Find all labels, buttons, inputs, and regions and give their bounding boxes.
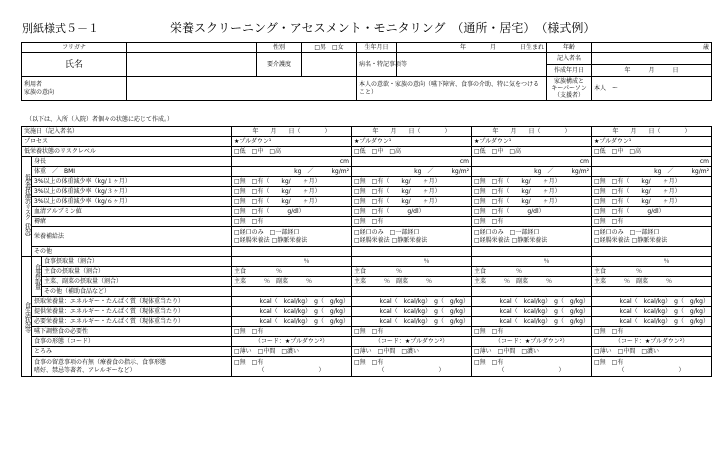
other-cell[interactable] [592,247,712,257]
date-written-label: 作成年月日 [547,65,592,77]
dietary-notes-detail[interactable]: （ ） [258,366,325,374]
weight-loss-cell[interactable]: □無 □有（ kg/ ヶ月） [592,177,712,187]
user-family-label [22,77,127,101]
energy-cell[interactable]: kcal（ kcal/kg） g（ g/kg） [232,297,352,307]
writer-label: 記入者名 [547,53,592,65]
sex-label: 性別 [257,43,302,53]
dietary-notes-cell[interactable] [232,357,352,377]
name-label: 氏名 [22,53,127,77]
disease-label: 病名・特記事項等 [357,53,397,77]
key-person-field[interactable]: 本人 ー [592,77,712,101]
risk-label: 低栄養状態のリスクレベル [22,147,232,157]
intake-cell[interactable]: ％ [352,257,472,267]
date-cell[interactable]: 年 月 日（ ） [472,127,592,137]
care-level-label: 要介護度 [257,53,302,77]
process-label: プロセス [22,137,232,147]
dietary-notes-detail[interactable]: （ ） [618,366,685,374]
dob-value[interactable]: 年 月 日生まれ [397,43,547,53]
food-form-label: 食事の形態（コード） [32,337,232,347]
weight-label: 体重 ／ BMI [32,167,232,177]
dietary-notes-check[interactable]: □無 □有 [594,358,624,366]
dietary-notes-check[interactable]: □無 □有 [354,358,384,366]
intake-section-label: 食事摂取量 [32,257,42,297]
side-dish-cell[interactable]: 主菜 ％ 副菜 ％ [592,277,712,287]
supplement-cell[interactable] [352,287,472,297]
weight-cell[interactable]: kg ／ kg/m² [232,167,352,177]
albumin-cell[interactable]: □無 □有（ g/dl） [592,207,712,217]
nutrition-tube[interactable]: □経腸栄養法 □静脈栄養法 [474,236,548,244]
nutrition-method-label: 栄養補給法 [32,227,232,247]
risk-cell[interactable]: □低 □中 □高 [232,147,352,157]
nutrition-method-cell[interactable] [352,227,472,247]
dysphagia-cell[interactable]: □無 □有 [592,327,712,337]
intake-label: 食事摂取量（割合） [42,257,232,267]
height-label: 身長 [32,157,232,167]
weight-loss-cell[interactable]: □無 □有（ kg/ ヶ月） [472,187,592,197]
nutrition-oral[interactable]: □経口のみ □一部経口 [594,228,660,236]
side-dish-cell[interactable]: 主菜 ％ 副菜 ％ [352,277,472,287]
key-person-label: 家族構成と キーパーソン （支援者） [547,77,592,101]
diet-section-label: 食生活状況等 [22,257,32,377]
supplement-cell[interactable] [232,287,352,297]
staple-cell[interactable]: 主食 ％ [472,267,592,277]
energy-cell[interactable]: kcal（ kcal/kg） g（ g/kg） [472,317,592,327]
dysphagia-cell[interactable]: □無 □有 [352,327,472,337]
family-label: 家族の意向 [24,88,55,96]
furigana-field[interactable] [127,43,257,53]
energy-cell[interactable]: kcal（ kcal/kg） g（ g/kg） [352,307,472,317]
weight-loss-cell[interactable]: □無 □有（ kg/ ヶ月） [592,197,712,207]
user-family-field[interactable] [127,77,357,101]
page-title: 栄養スクリーニング・アセスメント・モニタリング （通所・居宅） （様式例） [170,21,596,35]
weight-loss-1m-label: 3%以上の体重減少率（kg/１ヶ月） [32,177,232,187]
height-cell[interactable]: cm [232,157,352,167]
nutrition-method-cell[interactable] [472,227,592,247]
energy-cell[interactable]: kcal（ kcal/kg） g（ g/kg） [592,307,712,317]
height-cell[interactable]: cm [592,157,712,167]
side-dish-cell[interactable]: 主菜 ％ 副菜 ％ [472,277,592,287]
energy-intake-label: 摂取栄養量：エネルギー・たんぱく質（現体重当たり） [32,297,232,307]
staple-cell[interactable]: 主食 ％ [592,267,712,277]
writer-field[interactable] [592,53,712,65]
weight-loss-cell[interactable]: □無 □有（ kg/ ヶ月） [352,177,472,187]
nutrition-tube[interactable]: □経腸栄養法 □静脈栄養法 [234,236,308,244]
pressure-sore-cell[interactable]: □無 □有 [232,217,352,227]
process-cell[interactable]: ★プルダウン¹ [472,137,592,147]
intake-cell[interactable]: ％ [592,257,712,267]
dietary-notes-label [32,357,232,377]
other-cell[interactable] [472,247,592,257]
energy-cell[interactable]: kcal（ kcal/kg） g（ g/kg） [232,307,352,317]
other-label: その他 [32,247,232,257]
weight-cell[interactable]: kg ／ kg/m² [472,167,592,177]
albumin-cell[interactable]: □無 □有（ g/dl） [472,207,592,217]
pressure-sore-cell[interactable]: □無 □有 [592,217,712,227]
other-cell[interactable] [352,247,472,257]
nutrition-tube[interactable]: □経腸栄養法 □静脈栄養法 [594,236,668,244]
weight-cell[interactable]: kg ／ kg/m² [352,167,472,177]
dietary-notes-detail[interactable]: （ ） [498,366,565,374]
height-cell[interactable]: cm [352,157,472,167]
pressure-sore-cell[interactable]: □無 □有 [352,217,472,227]
intake-cell[interactable]: ％ [232,257,352,267]
dob-label: 生年月日 [357,43,397,53]
date-written-value[interactable]: 年 月 日 [592,65,712,77]
weight-loss-cell[interactable]: □無 □有（ kg/ ヶ月） [232,187,352,197]
user-label: 利用者 [24,80,43,88]
risk-cell[interactable]: □低 □中 □高 [352,147,472,157]
process-cell[interactable]: ★プルダウン¹ [592,137,712,147]
header [0,0,716,34]
sex-options[interactable]: □男 □女 [302,43,357,53]
staple-cell[interactable]: 主食 ％ [232,267,352,277]
dysphagia-cell[interactable]: □無 □有 [472,327,592,337]
thickness-cell[interactable]: □薄い □中間 □濃い [352,347,472,357]
nutrition-method-cell[interactable] [592,227,712,247]
intake-cell[interactable]: ％ [472,257,592,267]
weight-loss-cell[interactable]: □無 □有（ kg/ ヶ月） [232,197,352,207]
nutrition-oral[interactable]: □経口のみ □一部経口 [354,228,420,236]
weight-loss-3m-label: 3%以上の体重減少率（kg/３ヶ月） [32,187,232,197]
weight-loss-cell[interactable]: □無 □有（ kg/ ヶ月） [472,177,592,187]
side-dish-cell[interactable]: 主菜 ％ 副菜 ％ [232,277,352,287]
staple-cell[interactable]: 主食 ％ [352,267,472,277]
risk-section-label: 低栄養状態のリスク（状況） [22,157,32,257]
energy-cell[interactable]: kcal（ kcal/kg） g（ g/kg） [472,307,592,317]
supplement-label: その他（補助食品など） [42,287,232,297]
dietary-notes-cell[interactable] [592,357,712,377]
weight-loss-cell[interactable]: □無 □有（ kg/ ヶ月） [352,187,472,197]
energy-required-label: 必要栄養量：エネルギー・たんぱく質（現体重当たり） [32,317,232,327]
pressure-sore-label: 褥瘡 [32,217,232,227]
energy-cell[interactable]: kcal（ kcal/kg） g（ g/kg） [592,297,712,307]
staple-label: 主食の摂取量（割合） [42,267,232,277]
risk-cell[interactable]: □低 □中 □高 [472,147,592,157]
weight-loss-cell[interactable]: □無 □有（ kg/ ヶ月） [592,187,712,197]
weight-loss-6m-label: 3%以上の体重減少率（kg/６ヶ月） [32,197,232,207]
dietary-notes-line2: 嗜好、禁忌等著者、アレルギーなど） [34,366,136,374]
name-field[interactable] [127,53,257,77]
dysphagia-cell[interactable]: □無 □有 [232,327,352,337]
albumin-cell[interactable]: □無 □有（ g/dl） [352,207,472,217]
weight-cell[interactable]: kg ／ kg/m² [592,167,712,177]
nutrition-oral[interactable]: □経口のみ □一部経口 [474,228,540,236]
date-cell[interactable]: 年 月 日（ ） [232,127,352,137]
date-cell[interactable]: 年 月 日（ ） [352,127,472,137]
side-dish-label: 主菜、副菜の摂取量（割合） [42,277,232,287]
assessment-table [21,126,712,377]
dietary-notes-cell[interactable] [352,357,472,377]
energy-cell[interactable]: kcal（ kcal/kg） g（ g/kg） [352,317,472,327]
risk-cell[interactable]: □低 □中 □高 [592,147,712,157]
other-cell[interactable] [232,247,352,257]
nutrition-tube[interactable]: □経腸栄養法 □静脈栄養法 [354,236,428,244]
weight-loss-cell[interactable]: □無 □有（ kg/ ヶ月） [472,197,592,207]
dietary-notes-check[interactable]: □無 □有 [234,358,264,366]
age-label: 年齢 [547,43,592,53]
thickness-cell[interactable]: □薄い □中間 □濃い [232,347,352,357]
age-value[interactable]: 歳 [592,43,712,53]
profile-table [21,42,712,101]
dietary-notes-cell[interactable] [472,357,592,377]
date-cell[interactable]: 年 月 日（ ） [592,127,712,137]
thickness-label: とろみ [32,347,232,357]
thickness-cell[interactable]: □薄い □中間 □濃い [472,347,592,357]
nutrition-method-cell[interactable] [232,227,352,247]
care-level-field[interactable] [302,53,357,77]
food-form-cell[interactable]: （コード：★プルダウン²） [592,337,712,347]
albumin-label: 血清アルブミン値 [32,207,232,217]
caregiver-notes: 本人の意欲・家族の意向（嚥下障害、食事の介助、特に気をつけること） [357,77,547,101]
energy-cell[interactable]: kcal（ kcal/kg） g（ g/kg） [352,297,472,307]
process-cell[interactable]: ★プルダウン¹ [352,137,472,147]
energy-cell[interactable]: kcal（ kcal/kg） g（ g/kg） [472,297,592,307]
dysphagia-diet-label: 嚥下調整食の必要性 [32,327,232,337]
disease-field[interactable] [397,53,547,77]
note: （以下は、入所（入院）者個々の状態に応じて作成。） [26,116,174,123]
dietary-notes-check[interactable]: □無 □有 [474,358,504,366]
energy-provided-label: 提供栄養量：エネルギー・たんぱく質（現体重当たり） [32,307,232,317]
dietary-notes-line1: 食事の留意事項の有無（療養食の指示、食事形態 [34,358,167,366]
furigana-label: フリガナ [22,43,127,53]
thickness-cell[interactable]: □薄い □中間 □濃い [592,347,712,357]
supplement-cell[interactable] [472,287,592,297]
weight-loss-cell[interactable]: □無 □有（ kg/ ヶ月） [232,177,352,187]
height-cell[interactable]: cm [472,157,592,167]
energy-cell[interactable]: kcal（ kcal/kg） g（ g/kg） [232,317,352,327]
process-cell[interactable]: ★プルダウン¹ [232,137,352,147]
food-form-cell[interactable]: （コード：★プルダウン²） [232,337,352,347]
food-form-cell[interactable]: （コード：★プルダウン²） [472,337,592,347]
weight-loss-cell[interactable]: □無 □有（ kg/ ヶ月） [352,197,472,207]
supplement-cell[interactable] [592,287,712,297]
pressure-sore-cell[interactable]: □無 □有 [472,217,592,227]
dietary-notes-detail[interactable]: （ ） [378,366,445,374]
energy-cell[interactable]: kcal（ kcal/kg） g（ g/kg） [592,317,712,327]
nutrition-oral[interactable]: □経口のみ □一部経口 [234,228,300,236]
food-form-cell[interactable]: （コード：★プルダウン²） [352,337,472,347]
albumin-cell[interactable]: □無 □有（ g/dl） [232,207,352,217]
date-label: 実施日（記入者名） [22,127,232,137]
form-number: 別紙様式５－１ [22,22,99,35]
